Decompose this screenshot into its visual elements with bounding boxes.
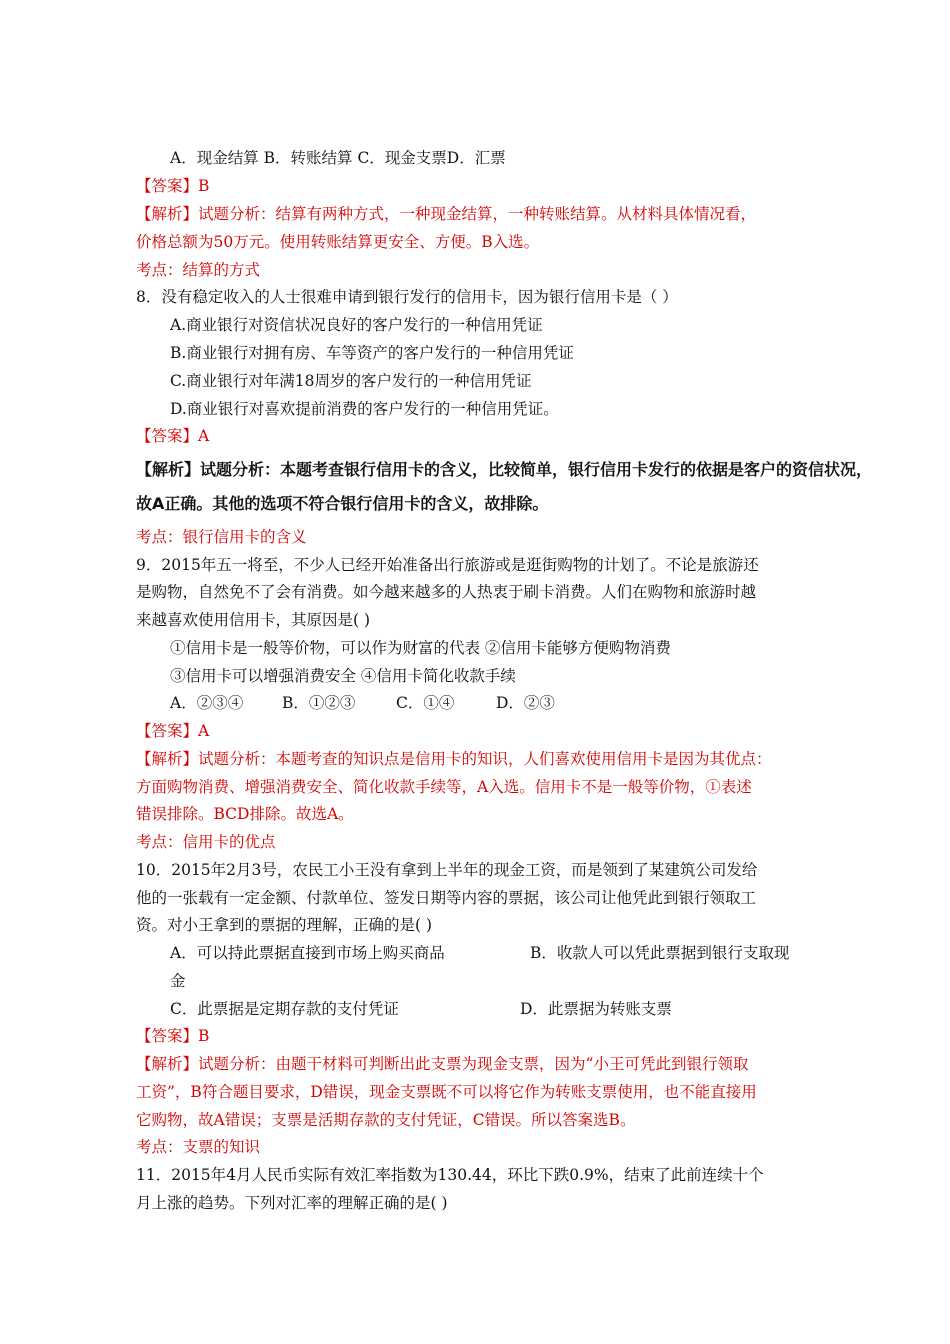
q7-analysis-line2: 价格总额为50万元。使用转账结算更安全、方便。B入选。: [136, 233, 540, 251]
answer-tag: 【答案】: [136, 1027, 199, 1045]
answer-tag: 【答案】: [136, 177, 199, 195]
q9-choice-d: D．②③: [496, 694, 555, 712]
q10-stem-line3: 资。对小王拿到的票据的理解，正确的是( ): [136, 916, 433, 934]
analysis-text: 试题分析：由题干材料可判断出此支票为现金支票，因为“小王可凭此到银行领取: [198, 1055, 749, 1073]
q9-answer: [136, 721, 209, 741]
q9-analysis-line2: 方面购物消费、增强消费安全、简化收款手续等，A入选。信用卡不是一般等价物，①表述: [136, 778, 752, 796]
q8-analysis-line1: [136, 460, 872, 480]
q10-point: 考点：支票的知识: [136, 1138, 261, 1156]
analysis-tag: 【解析】: [136, 460, 201, 479]
answer-value: A: [198, 722, 210, 740]
q8-stem: 8．没有稳定收入的人士很难申请到银行发行的信用卡，因为银行信用卡是（ ）: [136, 288, 678, 306]
q10-option-b-cont: 金: [170, 972, 186, 990]
q8-option-a: A.商业银行对资信状况良好的客户发行的一种信用凭证: [170, 316, 543, 334]
q9-analysis-line1: [136, 749, 772, 769]
analysis-text: 试题分析：本题考查的知识点是信用卡的知识，人们喜欢使用信用卡是因为其优点：: [198, 750, 772, 768]
q7-options: A．现金结算 B．转账结算 C．现金支票D．汇票: [170, 149, 506, 167]
answer-value: B: [198, 1027, 210, 1045]
q8-option-c: C.商业银行对年满18周岁的客户发行的一种信用凭证: [170, 372, 532, 390]
q9-point: 考点：信用卡的优点: [136, 833, 276, 851]
q8-point: 考点：银行信用卡的含义: [136, 528, 307, 546]
q9-analysis-line3: 错误排除。BCD排除。故选A。: [136, 805, 354, 823]
q10-option-a: A．可以持此票据直接到市场上购买商品: [170, 944, 445, 962]
q11-stem-line1: 11．2015年4月人民币实际有效汇率指数为130.44，环比下跌0.9%，结束了此前连续十个: [136, 1166, 764, 1184]
q10-analysis-line3: 它购物，故A错误；支票是活期存款的支付凭证，C错误。所以答案选B。: [136, 1111, 636, 1129]
analysis-tag: 【解析】: [136, 205, 199, 223]
analysis-tag: 【解析】: [136, 1055, 199, 1073]
q9-statements-2: ③信用卡可以增强消费安全 ④信用卡简化收款手续: [170, 667, 516, 685]
q10-option-b: B．收款人可以凭此票据到银行支取现: [530, 944, 790, 962]
q10-stem-line2: 他的一张载有一定金额、付款单位、签发日期等内容的票据，该公司让他凭此到银行领取工: [136, 889, 757, 907]
q8-analysis-line2: 故A正确。其他的选项不符合银行信用卡的含义，故排除。: [136, 494, 549, 513]
q10-stem-line1: 10．2015年2月3号，农民工小王没有拿到上半年的现金工资，而是领到了某建筑公司发给: [136, 861, 758, 879]
q7-point: 考点：结算的方式: [136, 261, 261, 279]
q8-option-b: B.商业银行对拥有房、车等资产的客户发行的一种信用凭证: [170, 344, 574, 362]
q9-statements-1: ①信用卡是一般等价物，可以作为财富的代表 ②信用卡能够方便购物消费: [170, 639, 671, 657]
answer-tag: 【答案】: [136, 427, 199, 445]
q9-choice-b: B．①②③: [282, 694, 356, 712]
answer-value: A: [198, 427, 210, 445]
q8-option-d: D.商业银行对喜欢提前消费的客户发行的一种信用凭证。: [170, 400, 559, 418]
q10-option-c: C．此票据是定期存款的支付凭证: [170, 1000, 399, 1018]
analysis-text: 试题分析：结算有两种方式，一种现金结算，一种转账结算。从材料具体情况看，: [198, 205, 757, 223]
q7-analysis-line1: [136, 204, 756, 224]
q11-stem-line2: 月上涨的趋势。下列对汇率的理解正确的是( ): [136, 1194, 448, 1212]
q10-option-d: D．此票据为转账支票: [520, 1000, 672, 1018]
q10-analysis-line1: [136, 1054, 748, 1074]
q10-analysis-line2: 工资”，B符合题目要求，D错误，现金支票既不可以将它作为转账支票使用，也不能直接用: [136, 1083, 757, 1101]
q10-answer: [136, 1026, 209, 1046]
analysis-tag: 【解析】: [136, 750, 199, 768]
q9-choice-a: A．②③④: [170, 694, 244, 712]
q9-choice-c: C．①④: [396, 694, 455, 712]
q8-answer: [136, 426, 209, 446]
q9-stem-line2: 是购物，自然免不了会有消费。如今越来越多的人热衷于刷卡消费。人们在购物和旅游时越: [136, 583, 757, 601]
q7-answer: [136, 176, 209, 196]
answer-value: B: [198, 177, 210, 195]
analysis-text: 试题分析：本题考查银行信用卡的含义，比较简单，银行信用卡发行的依据是客户的资信状况，: [200, 460, 873, 479]
q9-stem-line1: 9．2015年五一将至，不少人已经开始准备出行旅游或是逛街购物的计划了。不论是旅游还: [136, 556, 759, 574]
q9-stem-line3: 来越喜欢使用信用卡，其原因是( ): [136, 611, 371, 629]
answer-tag: 【答案】: [136, 722, 199, 740]
